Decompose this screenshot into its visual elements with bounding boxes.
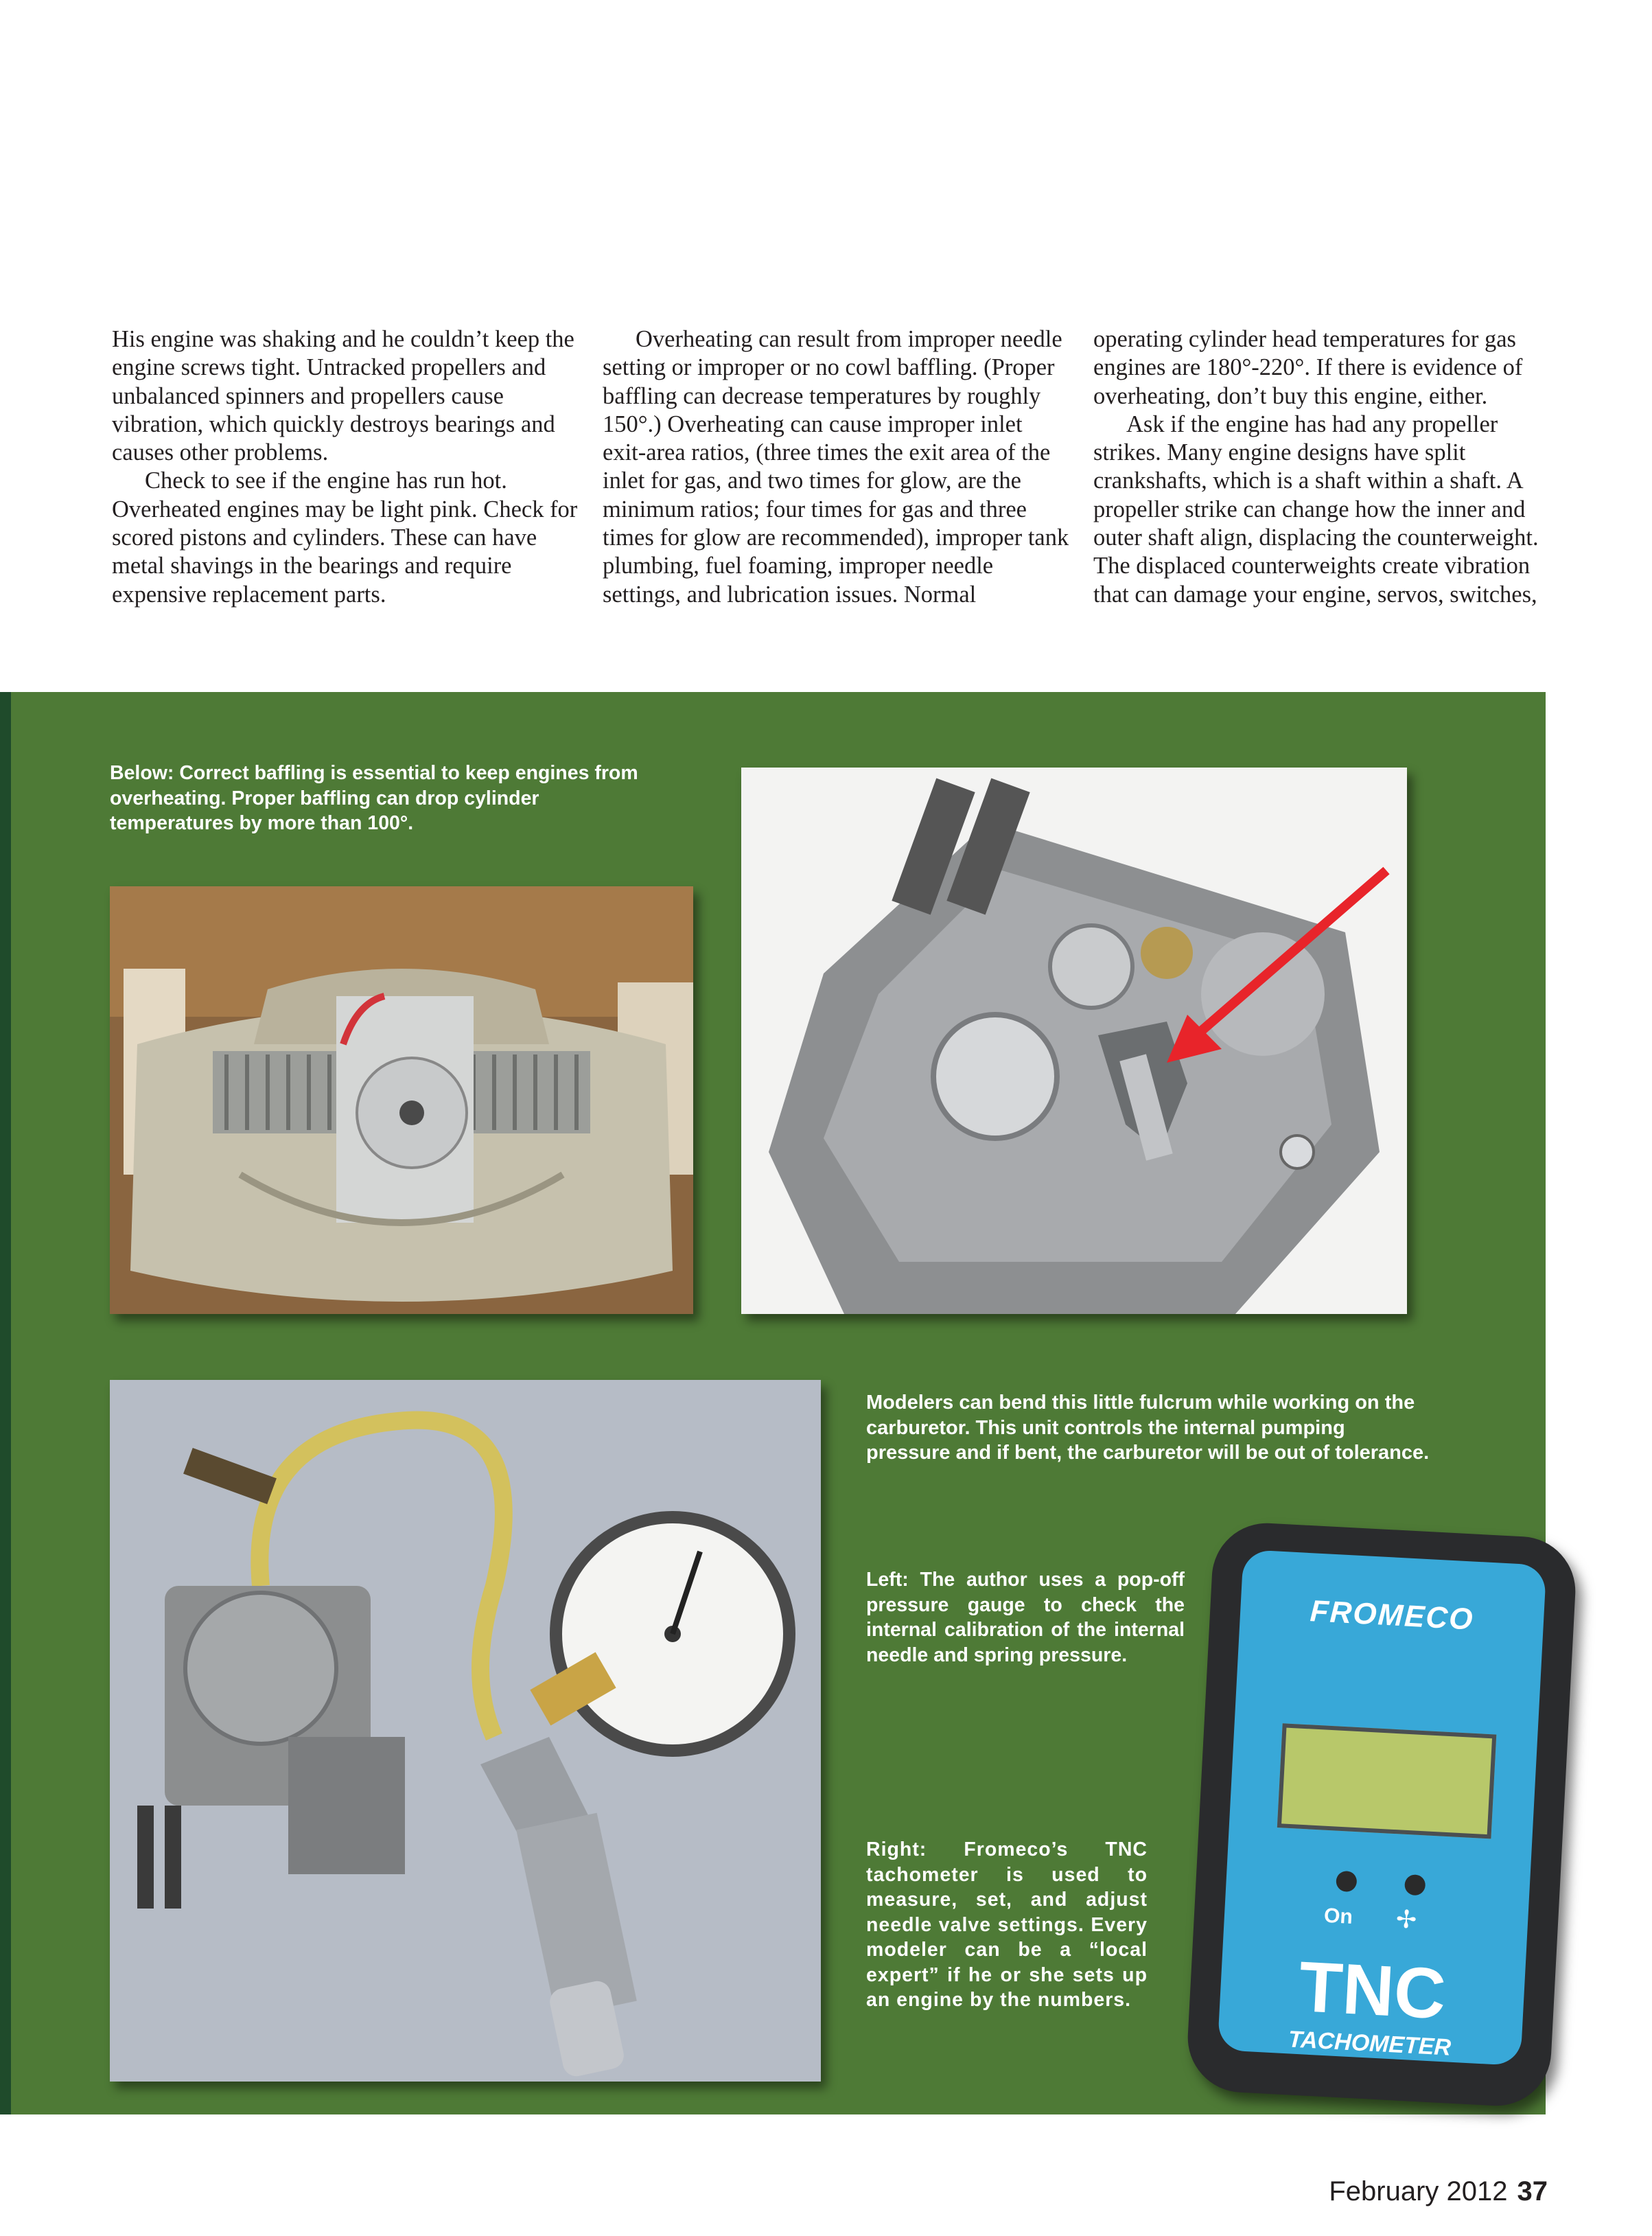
mode-button (1404, 1874, 1426, 1896)
carburetor-illustration (741, 768, 1407, 1314)
article-paragraph: operating cylinder head temperatures for gas engines are 180°-220°. If there is evidence of overheating, don’t buy this engine, either. (1093, 326, 1523, 409)
device-subtitle: TACHOMETER (1288, 2026, 1452, 2061)
caption-tach (866, 1837, 1148, 2013)
device-on-label: On (1323, 1904, 1353, 1928)
article-column-3 (1093, 325, 1560, 609)
photo-engine-cowl (110, 886, 693, 1314)
sidebar-edge (0, 692, 11, 2114)
caption-gauge (866, 1567, 1185, 1668)
tachometer-device (1185, 1521, 1579, 2109)
caption-text: Left: The author uses a pop-off pressure gauge to check the internal calibration of the internal needle and spring pressure. (866, 1569, 1185, 1666)
article-paragraph: Overheating can result from improper needle setting or improper or no cowl baffling. (Proper baffling can decrease temperatures by roughly 150°.) Overheating can cause improper inlet exit-area ratios, (three times the exit area of the inlet for gas, and two times for glow, are the minimum ratios; four times for gas and three times for glow are recommended), improper tank plumbing, fuel foaming, improper needle settings, and lubrication issues. Normal (603, 326, 1069, 608)
device-brand: FROMECO (1309, 1594, 1475, 1637)
caption-fulcrum (866, 1390, 1433, 1466)
photo-pressure-gauge (110, 1380, 821, 2082)
tachometer-display (1277, 1723, 1497, 1839)
article-paragraph: Ask if the engine has had any propeller strikes. Many engine designs have split crankshafts, which is a shaft within a shaft. A propeller strike can change how the inner and outer shaft align, displacing the counterweight. The displaced counterweights create vibration that can damage your engine, servos, switches, (1093, 411, 1539, 608)
page-number: 37 (1517, 2176, 1548, 2206)
tachometer-faceplate (1218, 1549, 1547, 2066)
article-column-2 (603, 325, 1069, 609)
caption-baffling (110, 761, 659, 836)
pressure-gauge-illustration (110, 1380, 821, 2082)
photo-sidebar (0, 692, 1546, 2114)
article-paragraph: His engine was shaking and he couldn’t keep the engine screws tight. Untracked propellers and unbalanced spinners and propellers cause vibration, which quickly destroys bearings and causes other problems. (112, 326, 574, 466)
caption-text: Below: Correct baffling is essential to keep engines from overheating. Proper baffling can drop cylinder temperatures by more than 100°. (110, 762, 638, 834)
article-column-1 (112, 325, 579, 609)
page-footer (1329, 2176, 1548, 2207)
propeller-icon: ✢ (1395, 1905, 1418, 1935)
caption-text: Right: Fromeco’s TNC tachometer is used to measure, set, and adjust needle valve settings. Every modeler can be a “local expert” if he or she sets up an engine by the numbers. (866, 1839, 1148, 2011)
caption-text: Modelers can bend this little fulcrum while working on the carburetor. This unit controls the internal pumping pressure and if bent, the carburetor will be out of tolerance. (866, 1392, 1430, 1464)
device-model: TNC (1296, 1947, 1448, 2035)
issue-date: February 2012 (1329, 2176, 1508, 2206)
photo-carburetor-fulcrum (741, 768, 1407, 1314)
engine-cowl-illustration (110, 886, 693, 1314)
power-button (1336, 1871, 1358, 1893)
article-paragraph: Check to see if the engine has run hot. Overheated engines may be light pink. Check for scored pistons and cylinders. These can have metal shavings in the bearings and require expensive replacement parts. (112, 468, 578, 608)
